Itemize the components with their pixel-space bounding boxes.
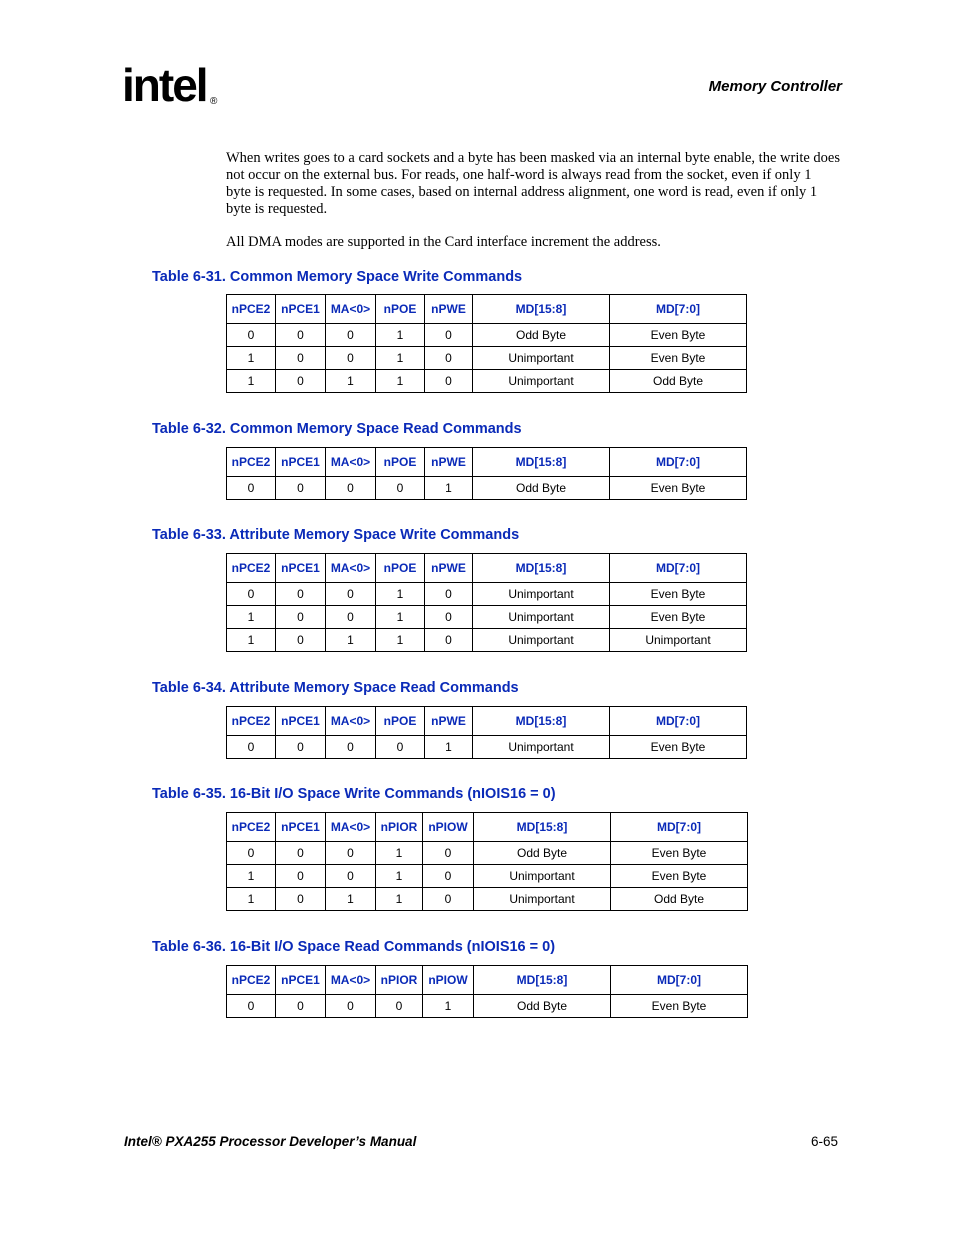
table-cell: 0 — [425, 606, 473, 629]
header-cell: MD[7:0] — [610, 707, 747, 736]
table-cell: 0 — [376, 477, 425, 500]
header-cell: nPIOR — [376, 966, 423, 995]
table-cell: 1 — [227, 347, 276, 370]
table-cell: 0 — [276, 606, 326, 629]
header-cell: nPWE — [425, 707, 473, 736]
command-table — [226, 965, 748, 1018]
table-header-row — [227, 295, 747, 324]
header-cell: MD[15:8] — [473, 554, 610, 583]
table-row — [227, 583, 747, 606]
table-cell: 1 — [227, 888, 276, 911]
table-cell: Even Byte — [610, 324, 747, 347]
table-cell: 0 — [276, 995, 326, 1018]
header-cell: nPCE1 — [276, 707, 326, 736]
command-table — [226, 553, 747, 652]
table-cell: Odd Byte — [473, 477, 610, 500]
header-cell: MD[7:0] — [611, 966, 748, 995]
table-cell: 1 — [326, 888, 376, 911]
table-title: Table 6-33. Attribute Memory Space Write Commands — [152, 527, 520, 543]
table-cell: Unimportant — [473, 347, 610, 370]
table-cell: 0 — [326, 477, 376, 500]
table-title: Table 6-36. 16-Bit I/O Space Read Commands (nIOIS16 = 0) — [152, 939, 556, 955]
table-cell: 1 — [376, 629, 425, 652]
header-cell: MA<0> — [326, 295, 376, 324]
table-cell: 1 — [376, 347, 425, 370]
header-cell: nPCE2 — [227, 295, 276, 324]
table-cell: Unimportant — [610, 629, 747, 652]
table-cell: 0 — [227, 842, 276, 865]
table-cell: 1 — [376, 370, 425, 393]
table-cell: 0 — [276, 842, 326, 865]
table-cell: 0 — [425, 324, 473, 347]
table-cell: 1 — [227, 370, 276, 393]
table-cell: 1 — [227, 629, 276, 652]
table-cell: 0 — [326, 324, 376, 347]
page-number: 6-65 — [810, 1134, 838, 1149]
header-cell: nPCE2 — [227, 554, 276, 583]
table-cell: 0 — [376, 736, 425, 759]
header-cell: MD[15:8] — [473, 448, 610, 477]
table-cell: Unimportant — [473, 370, 610, 393]
table-cell: 0 — [376, 995, 423, 1018]
table-cell: 0 — [276, 324, 326, 347]
header-cell: nPWE — [425, 554, 473, 583]
table-cell: 1 — [326, 629, 376, 652]
header-cell: MA<0> — [326, 813, 376, 842]
header-cell: nPIOW — [423, 813, 474, 842]
table-cell: Unimportant — [473, 629, 610, 652]
table-cell: Even Byte — [610, 347, 747, 370]
table-cell: Odd Byte — [473, 324, 610, 347]
table-row — [227, 865, 748, 888]
table-cell: 0 — [276, 347, 326, 370]
table-cell: 1 — [425, 477, 473, 500]
table-header-row — [227, 707, 747, 736]
header-cell: MA<0> — [326, 707, 376, 736]
table-cell: 1 — [376, 324, 425, 347]
table-cell: 0 — [326, 583, 376, 606]
command-table — [226, 294, 747, 393]
table-cell: 0 — [276, 629, 326, 652]
header-cell: nPCE1 — [276, 813, 326, 842]
table-header-row — [227, 813, 748, 842]
header-cell: nPWE — [425, 448, 473, 477]
registered-mark: ® — [210, 96, 218, 107]
header-cell: nPWE — [425, 295, 473, 324]
body-paragraph-1: When writes goes to a card sockets and a byte has been masked via an internal byte enable, the write does not occur on the external bus. For reads, one half-word is always read from the socket, even if only 1 byte is requested. In some cases, based on internal address alignment, one word is read, even if only 1 byte is requested. — [226, 150, 841, 217]
header-cell: nPCE2 — [227, 966, 276, 995]
table-cell: 1 — [376, 606, 425, 629]
body-paragraph-2: All DMA modes are supported in the Card interface increment the address. — [226, 234, 661, 250]
table-cell: 0 — [425, 347, 473, 370]
header-cell: nPIOW — [423, 966, 474, 995]
table-cell: Even Byte — [611, 995, 748, 1018]
table-row — [227, 606, 747, 629]
table-cell: Even Byte — [611, 865, 748, 888]
table-title: Table 6-31. Common Memory Space Write Commands — [152, 269, 523, 285]
header-cell: nPCE2 — [227, 813, 276, 842]
header-cell: nPCE2 — [227, 707, 276, 736]
table-cell: 0 — [227, 583, 276, 606]
table-cell: 0 — [326, 995, 376, 1018]
table-row — [227, 995, 748, 1018]
table-cell: Unimportant — [473, 583, 610, 606]
header-cell: MA<0> — [326, 554, 376, 583]
table-cell: 0 — [423, 888, 474, 911]
table-header-row — [227, 448, 747, 477]
header-cell: nPOE — [376, 554, 425, 583]
header-cell: nPCE1 — [276, 554, 326, 583]
table-cell: 0 — [276, 477, 326, 500]
table-cell: Even Byte — [610, 736, 747, 759]
header-cell: nPCE1 — [276, 966, 326, 995]
intel-logo — [122, 56, 232, 120]
logo-wordmark: intel — [122, 59, 207, 111]
table-cell: 0 — [423, 865, 474, 888]
table-cell: 0 — [276, 888, 326, 911]
table-cell: 0 — [425, 629, 473, 652]
header-cell: nPOE — [376, 707, 425, 736]
header-cell: MD[15:8] — [473, 295, 610, 324]
table-cell: Even Byte — [610, 477, 747, 500]
table-cell: 1 — [227, 865, 276, 888]
header-cell: MD[15:8] — [473, 707, 610, 736]
table-row — [227, 370, 747, 393]
table-cell: 0 — [425, 370, 473, 393]
header-cell: MD[7:0] — [611, 813, 748, 842]
table-row — [227, 736, 747, 759]
header-cell: MD[7:0] — [610, 448, 747, 477]
header-cell: nPOE — [376, 448, 425, 477]
table-title: Table 6-32. Common Memory Space Read Commands — [152, 421, 522, 437]
table-cell: 1 — [326, 370, 376, 393]
table-cell: Odd Byte — [474, 995, 611, 1018]
table-cell: 1 — [376, 865, 423, 888]
table-cell: 0 — [276, 736, 326, 759]
section-title: Memory Controller — [708, 78, 842, 95]
table-cell: 1 — [425, 736, 473, 759]
header-cell: MD[15:8] — [474, 966, 611, 995]
footer-manual-title: Intel® PXA255 Processor Developer’s Manual — [124, 1134, 417, 1149]
table-cell: 1 — [376, 583, 425, 606]
table-header-row — [227, 554, 747, 583]
table-cell: 0 — [276, 865, 326, 888]
header-cell: MA<0> — [326, 448, 376, 477]
table-cell: 0 — [425, 583, 473, 606]
header-cell: nPCE1 — [276, 295, 326, 324]
table-cell: Odd Byte — [610, 370, 747, 393]
command-table — [226, 447, 747, 500]
table-cell: Even Byte — [610, 583, 747, 606]
table-cell: 0 — [326, 606, 376, 629]
table-cell: 0 — [326, 347, 376, 370]
table-cell: 1 — [423, 995, 474, 1018]
header-cell: MD[15:8] — [474, 813, 611, 842]
header-cell: nPOE — [376, 295, 425, 324]
table-header-row — [227, 966, 748, 995]
table-cell: 1 — [227, 606, 276, 629]
table-cell: 0 — [276, 370, 326, 393]
table-cell: Even Byte — [610, 606, 747, 629]
table-cell: 0 — [326, 736, 376, 759]
table-cell: Odd Byte — [611, 888, 748, 911]
table-cell: 1 — [376, 842, 423, 865]
table-cell: 0 — [423, 842, 474, 865]
header-cell: MA<0> — [326, 966, 376, 995]
table-cell: 0 — [326, 865, 376, 888]
header-cell: nPCE1 — [276, 448, 326, 477]
table-row — [227, 324, 747, 347]
table-cell: Even Byte — [611, 842, 748, 865]
header-cell: MD[7:0] — [610, 554, 747, 583]
table-cell: Unimportant — [473, 606, 610, 629]
table-cell: Unimportant — [474, 888, 611, 911]
table-row — [227, 477, 747, 500]
table-cell: Unimportant — [473, 736, 610, 759]
table-cell: 0 — [227, 477, 276, 500]
header-cell: nPCE2 — [227, 448, 276, 477]
table-row — [227, 888, 748, 911]
table-cell: Odd Byte — [474, 842, 611, 865]
table-row — [227, 629, 747, 652]
table-cell: 0 — [326, 842, 376, 865]
table-cell: 0 — [227, 736, 276, 759]
header-cell: nPIOR — [376, 813, 423, 842]
table-title: Table 6-35. 16-Bit I/O Space Write Commands (nIOIS16 = 0) — [152, 786, 556, 802]
table-row — [227, 347, 747, 370]
command-table — [226, 706, 747, 759]
table-cell: 0 — [276, 583, 326, 606]
header-cell: MD[7:0] — [610, 295, 747, 324]
table-title: Table 6-34. Attribute Memory Space Read Commands — [152, 680, 519, 696]
table-cell: 0 — [227, 324, 276, 347]
command-table — [226, 812, 748, 911]
table-cell: 1 — [376, 888, 423, 911]
table-cell: 0 — [227, 995, 276, 1018]
table-row — [227, 842, 748, 865]
table-cell: Unimportant — [474, 865, 611, 888]
